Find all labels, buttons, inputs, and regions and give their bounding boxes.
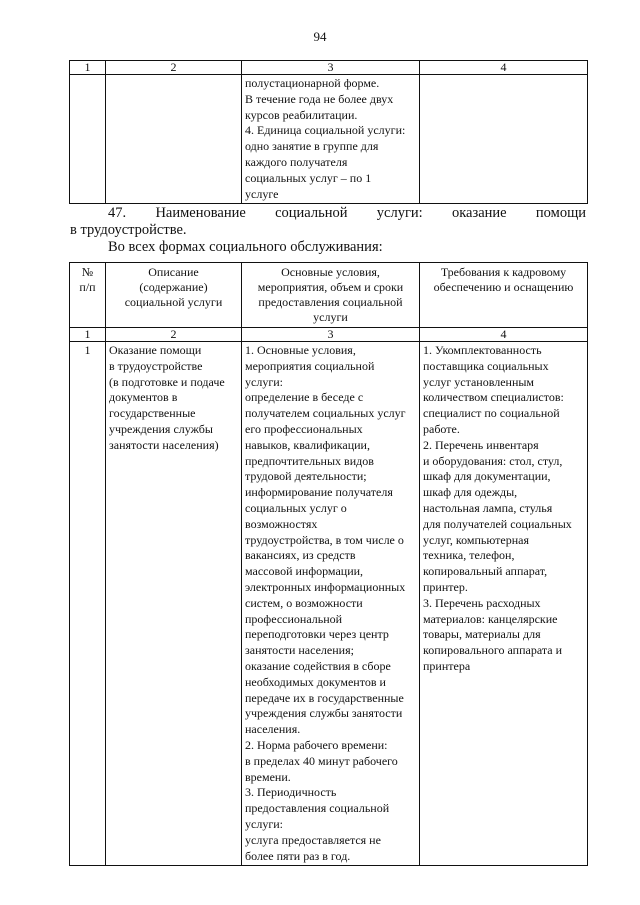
table-row [70,342,588,866]
col-number: 3 [242,61,420,75]
col-number: 4 [420,328,588,342]
col-number: 3 [242,328,420,342]
header-num: № п/п [70,263,106,328]
continuation-table [69,60,588,204]
col-number: 4 [420,61,588,75]
cell-num: 1 [70,342,106,866]
header-description: Описание (содержание) социальной услуги [106,263,242,328]
page-number: 94 [313,29,327,44]
section-number: 47. [108,205,127,221]
col-number: 1 [70,328,106,342]
header-requirements: Требования к кадровому обеспечению и оснащению [420,263,588,328]
cell-conditions: полустационарной форме. В течение года не более двух курсов реабилитации. 4. Единица социальной услуги: одно занятие в группе для каждого получателя социальных услуг – по 1 услуге [242,75,420,204]
col-number: 2 [106,328,242,342]
header-row [70,263,588,328]
cell-requirements [420,75,588,204]
service-forms-line: Во всех формах социального обслуживания: [108,239,383,255]
col-number: 2 [106,61,242,75]
cell-conditions: 1. Основные условия, мероприятия социальной услуги: определение в беседе с получателем социальных услуг его профессиональных навыков, квалификации, предпочтительных видов трудовой деятельности; информирование получателя социальных услуг о возможностях трудоустройства, в том числе о вакансиях, из средств массовой информации, электронных информационных систем, о возможности профессиональной переподготовки через центр занятости населения; оказание содействия в сборе необходимых документов и передаче их в государственные учреждения службы занятости населения. 2. Норма рабочего времени: в пределах 40 минут рабочего времени. 3. Периодичность предоставления социальной услуги: услуга предоставляется не более пяти раз в год. [242,342,420,866]
cell-requirements: 1. Укомплектованность поставщика социальных услуг установленным количеством специалистов: специалист по социальной работе. 2. Перечень инвентаря и оборудования: стол, стул, шкаф для документации, шкаф для одежды, настольная лампа, стулья для получателей социальных услуг, компьютерная техника, телефон, копировальный аппарат, принтер. 3. Перечень расходных материалов: канцелярские товары, материалы для копировального аппарата и принтера [420,342,588,866]
section-title-continuation: в трудоустройстве. [70,222,187,238]
service-table [69,262,588,866]
column-number-row [70,328,588,342]
cell-description [106,75,242,204]
header-conditions: Основные условия, мероприятия, объем и сроки предоставления социальной услуги [242,263,420,328]
cell-num [70,75,106,204]
section-title [70,205,586,222]
table-row [70,75,588,204]
col-number: 1 [70,61,106,75]
section-title-text: Наименование социальной услуги: оказание помощи [155,205,587,221]
column-number-row [70,61,588,75]
cell-description: Оказание помощи в трудоустройстве (в подготовке и подаче документов в государственные учреждения службы занятости населения) [106,342,242,866]
